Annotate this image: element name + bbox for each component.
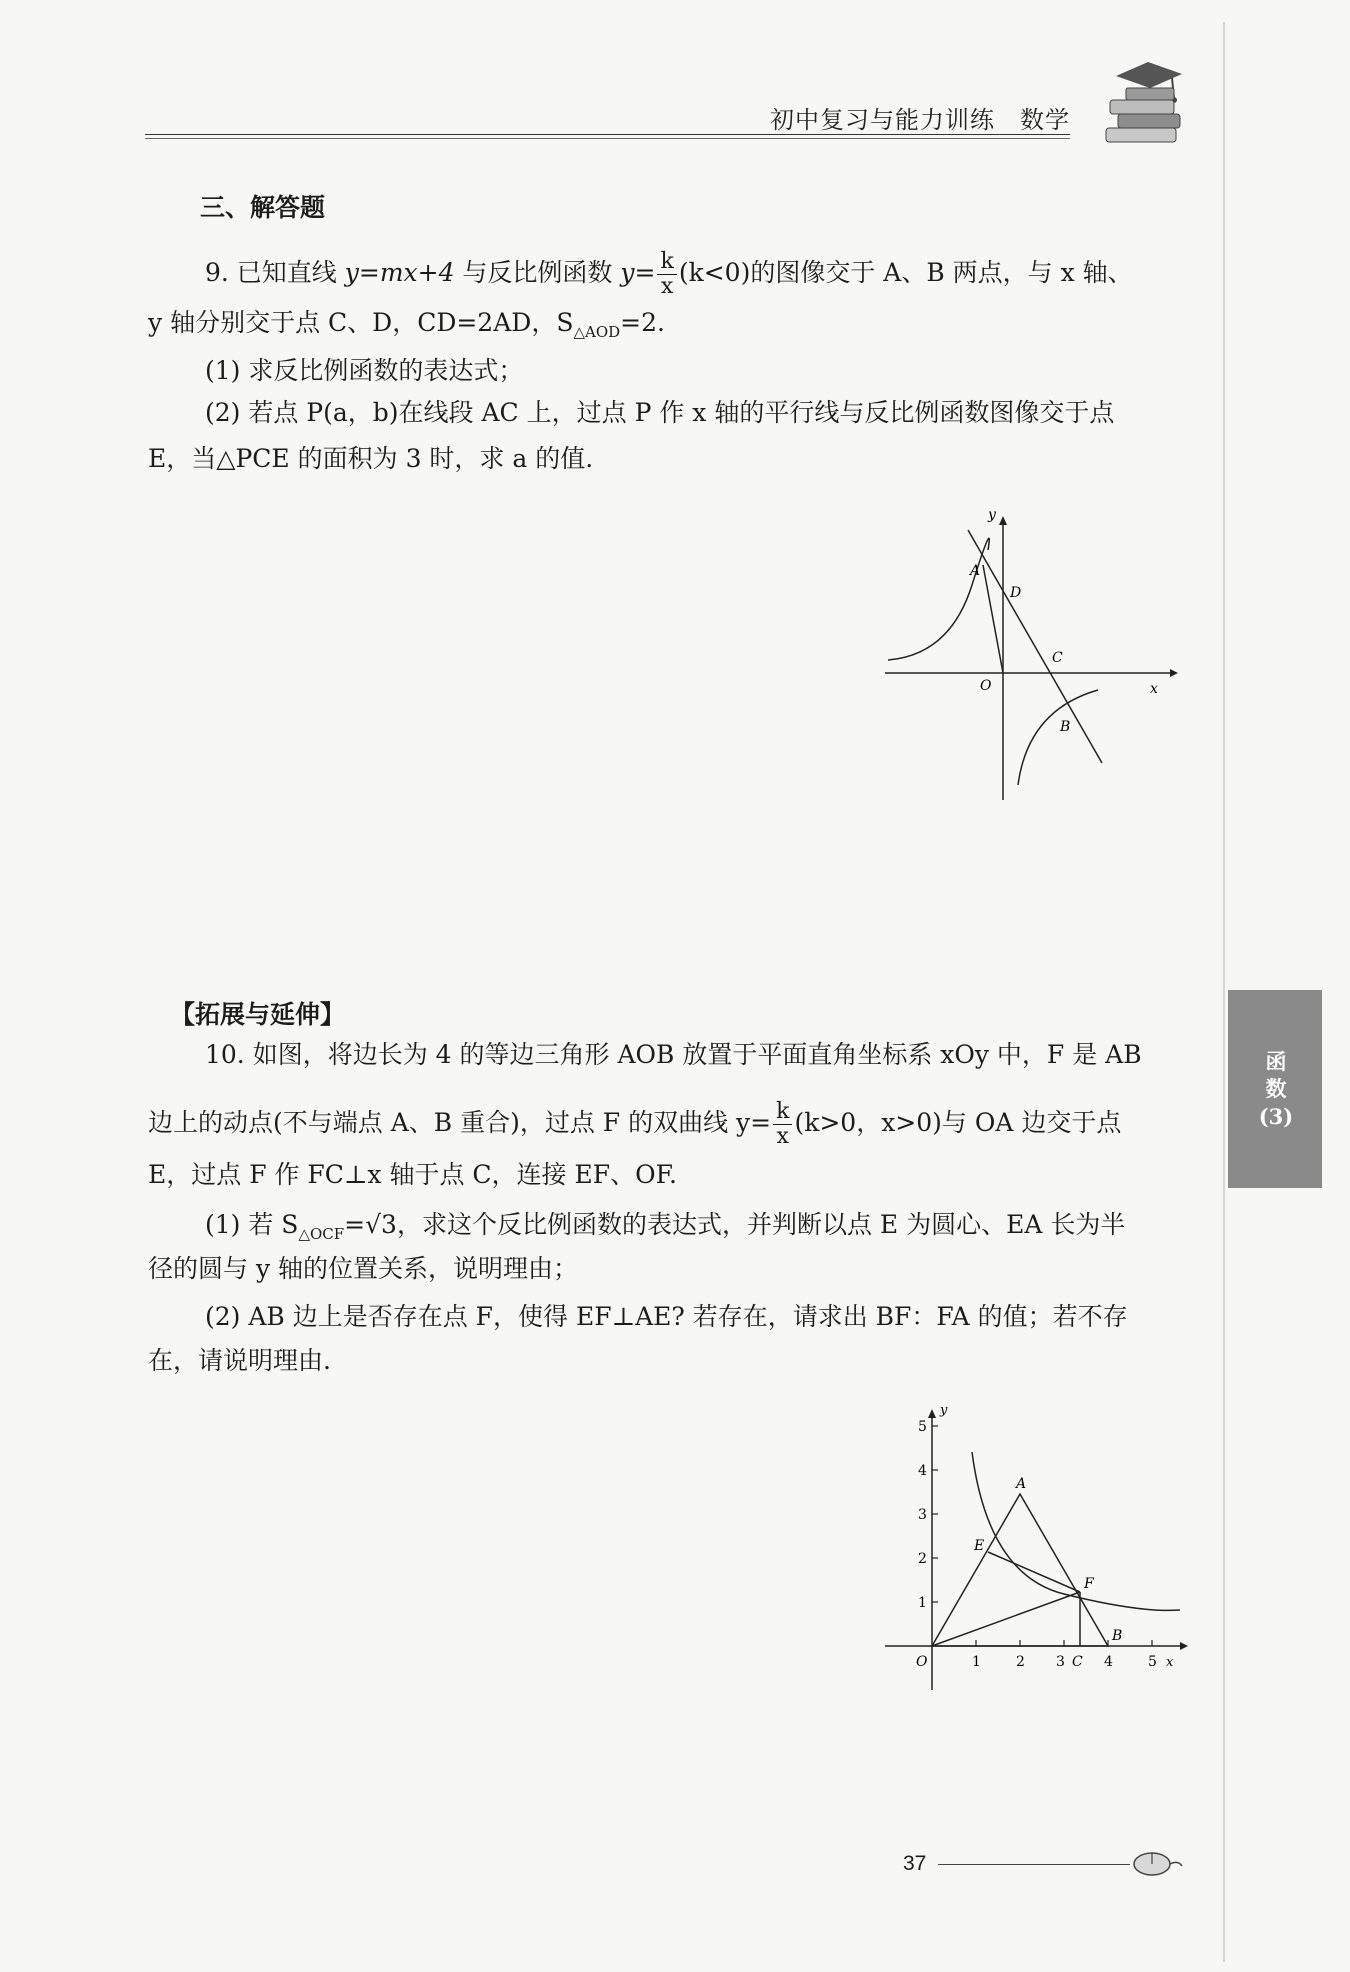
problem10-line3: E，过点 F 作 FC⊥x 轴于点 C，连接 EF、OF. — [148, 1160, 677, 1189]
problem10-line1: 10. 如图，将边长为 4 的等边三角形 AOB 放置于平面直角坐标系 xOy 中，F 是 AB — [205, 1040, 1142, 1069]
p9-line2-a: y 轴分别交于点 C、D，CD=2AD，S — [148, 308, 574, 337]
p9-area-sub: △AOD — [573, 323, 621, 341]
problem9-part2-line1: (2) 若点 P(a，b)在线段 AC 上，过点 P 作 x 轴的平行线与反比例函数图像交于点 — [205, 398, 1115, 427]
p9-frac-num: k — [657, 250, 676, 275]
problem10-part2-line2: 在，请说明理由. — [148, 1346, 331, 1375]
fig2-segment-ef — [988, 1552, 1080, 1592]
p9-frac-den: x — [660, 274, 674, 300]
p9-line2-b: =2. — [620, 308, 665, 337]
fig2-label-b: B — [1112, 1628, 1123, 1644]
section-heading: 三、解答题 — [200, 193, 326, 222]
fig1-y-arrow — [999, 516, 1007, 525]
fig1-segment-ao — [983, 565, 1003, 673]
p9-line-eq: y=mx+4 — [344, 258, 455, 288]
p10-fraction — [773, 1100, 792, 1149]
fig2-x-tick-2: 2 — [1016, 1654, 1025, 1670]
fig2-x-tick-3: 3 — [1056, 1654, 1065, 1670]
header-rule — [145, 134, 1070, 135]
fig1-label-a: A — [970, 563, 981, 579]
fig1-line-ab — [968, 530, 1102, 763]
header-title: 初中复习与能力训练 数学 — [770, 106, 1070, 134]
fig2-hyperbola — [972, 1452, 1180, 1610]
fig2-y-tick-5: 5 — [918, 1419, 927, 1435]
fig2-label-c: C — [1072, 1654, 1083, 1670]
p9-text-e: (k<0)的图像交于 A、B 两点，与 x 轴、 — [678, 258, 1133, 288]
fig1-hyperbola-lower-right — [1018, 690, 1098, 785]
fig2-y-arrow — [928, 1409, 936, 1418]
side-tab-line3: (3) — [1258, 1103, 1294, 1129]
fig2-x-tick-1: 1 — [972, 1654, 981, 1670]
fig1-label-d: D — [1010, 585, 1022, 601]
problem10-line2 — [148, 1100, 1121, 1149]
p10-area-sub: △OCF — [298, 1225, 345, 1243]
figure1-graph — [880, 505, 1180, 805]
problem10-part1-line2: 径的圆与 y 轴的位置关系，说明理由； — [148, 1254, 579, 1283]
fig1-label-y: y — [988, 507, 996, 523]
p10-line2-a: 边上的动点(不与端点 A、B 重合)，过点 F 的双曲线 y= — [148, 1108, 772, 1138]
problem10-part2-line1: (2) AB 边上是否存在点 F，使得 EF⊥AE? 若存在，请求出 BF：FA 的值；若不存 — [205, 1302, 1128, 1331]
p10-part1-b: =√3，求这个反比例函数的表达式，并判断以点 E 为圆心、EA 长为半 — [344, 1210, 1126, 1239]
p9-fraction — [657, 250, 676, 299]
p10-frac-den: x — [776, 1124, 789, 1150]
fig2-y-tick-2: 2 — [918, 1551, 927, 1567]
fig2-x-arrow — [1180, 1642, 1188, 1650]
books-with-graduation-cap-icon — [1096, 58, 1192, 148]
fig1-hyperbola-upper-left — [888, 538, 989, 660]
page-edge — [1223, 22, 1225, 1962]
header-rule-thin — [145, 138, 1070, 139]
problem9-line1 — [205, 250, 1133, 299]
p9-text-a: 9. 已知直线 — [205, 258, 345, 288]
fig2-label-o: O — [916, 1654, 928, 1670]
figure2-graph — [880, 1400, 1200, 1700]
fig1-label-o: O — [980, 678, 992, 694]
fig2-y-tick-marks — [932, 1426, 938, 1602]
p10-frac-num: k — [773, 1100, 792, 1125]
p10-part1-a: (1) 若 S — [205, 1210, 299, 1239]
footer-rule — [938, 1864, 1130, 1865]
fig1-label-c: C — [1052, 650, 1063, 666]
fig2-y-tick-4: 4 — [918, 1463, 927, 1479]
fig2-x-tick-4: 4 — [1104, 1654, 1113, 1670]
fig2-label-x: x — [1166, 1655, 1174, 1670]
fig2-y-tick-3: 3 — [918, 1507, 927, 1523]
extension-heading: 【拓展与延伸】 — [170, 1000, 346, 1029]
side-tab-line2: 数 — [1265, 1076, 1287, 1102]
p10-line2-b: (k>0，x>0)与 OA 边交于点 — [794, 1108, 1122, 1138]
fig2-label-f: F — [1084, 1576, 1094, 1592]
fig2-y-tick-1: 1 — [918, 1595, 927, 1611]
fig2-label-a: A — [1016, 1476, 1027, 1492]
p9-y-eq: y= — [620, 258, 656, 288]
fig2-x-tick-marks — [976, 1640, 1152, 1646]
problem9-part2-line2: E，当△PCE 的面积为 3 时，求 a 的值. — [148, 444, 594, 473]
problem9-line2 — [148, 310, 665, 340]
p9-text-c: 与反比例函数 — [454, 258, 621, 288]
side-tab-line1: 函 — [1265, 1049, 1287, 1074]
fig2-segment-of — [932, 1592, 1080, 1646]
fig1-x-arrow — [1170, 669, 1178, 677]
fig1-label-b: B — [1060, 719, 1071, 735]
page-number: 37 — [903, 1852, 927, 1875]
chapter-side-tab-label — [1258, 1048, 1294, 1130]
fig2-label-e: E — [974, 1538, 985, 1554]
fig2-x-tick-5: 5 — [1148, 1654, 1157, 1670]
fig2-label-y: y — [940, 1403, 948, 1418]
problem10-part1-line1 — [205, 1212, 1125, 1242]
computer-mouse-icon — [1128, 1846, 1184, 1880]
problem9-part1: (1) 求反比例函数的表达式； — [205, 356, 524, 385]
fig1-label-x: x — [1150, 681, 1158, 697]
